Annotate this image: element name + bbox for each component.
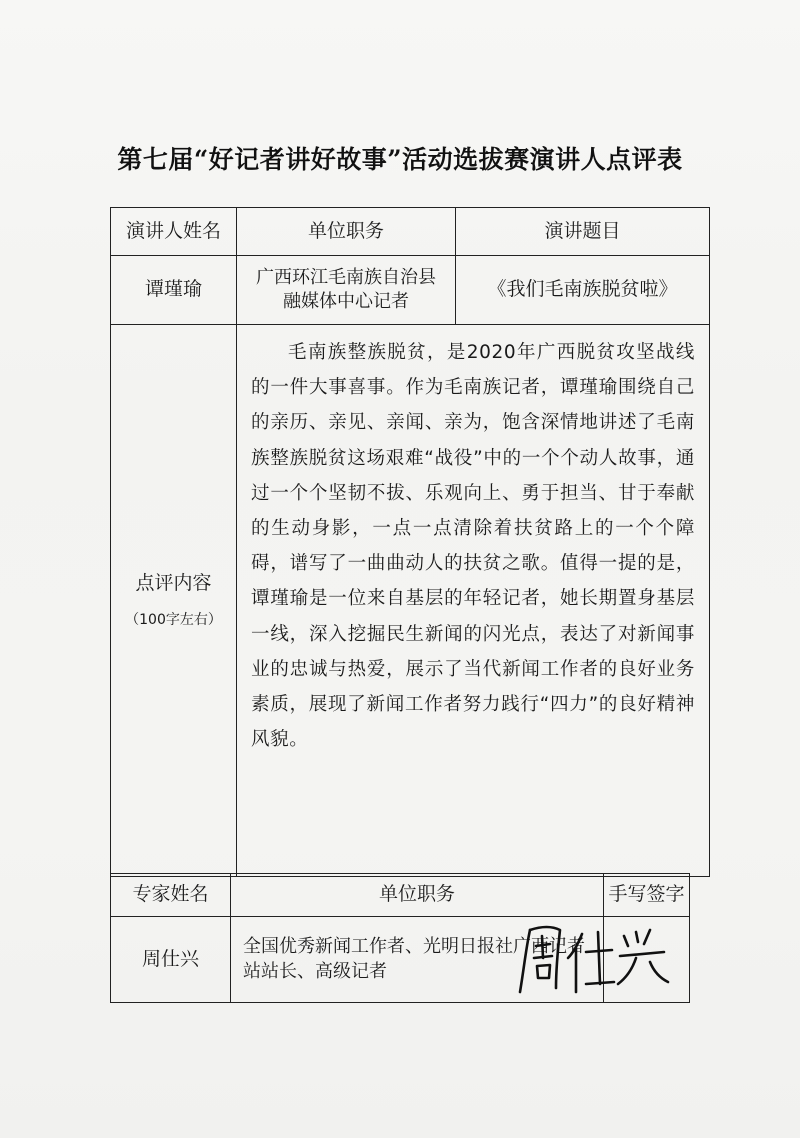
review-word-limit-note: （100字左右） <box>125 611 222 628</box>
expert-unit: 全国优秀新闻工作者、光明日报社广西记者站站长、高级记者 <box>231 917 604 1002</box>
header-expert-unit: 单位职务 <box>231 874 604 916</box>
header-expert-name: 专家姓名 <box>111 874 231 916</box>
header-speaker-unit: 单位职务 <box>237 208 456 255</box>
speech-topic: 《我们毛南族脱贫啦》 <box>487 278 678 301</box>
speaker-name: 谭瑾瑜 <box>111 256 237 324</box>
handwritten-signature <box>512 918 672 998</box>
review-text: 毛南族整族脱贫，是2020年广西脱贫攻坚战线的一件大事喜事。作为毛南族记者，谭瑾瑜围绕自己的亲历、亲见、亲闻、亲为，饱含深情地讲述了毛南族整族脱贫这场艰难“战役”中的一个个动人故事，通过一个个坚韧不拔、乐观向上、勇于担当、甘于奉献的生动身影，一点一点清除着扶贫路上的一个个障碍，谱写了一曲曲动人的扶贫之歌。值得一提的是，谭瑾瑜是一位来自基层的年轻记者，她长期置身基层一线，深入挖掘民生新闻的闪光点，表达了对新闻事业的忠诚与热爱，展示了当代新闻工作者的良好业务素质，展现了新闻工作者努力践行“四力”的良好精神风貌。 <box>251 342 695 751</box>
header-speaker-name: 演讲人姓名 <box>111 208 237 255</box>
speaker-review-table <box>110 207 710 877</box>
review-row <box>111 325 709 876</box>
expert-header-row <box>111 874 689 917</box>
header-speech-topic: 演讲题目 <box>544 219 621 242</box>
review-content-cell <box>237 325 709 876</box>
speaker-info-row <box>111 256 709 325</box>
speaker-header-row <box>111 208 709 256</box>
review-label: 点评内容 <box>135 572 212 595</box>
page-title: 第七届“好记者讲好故事”活动选拔赛演讲人点评表 <box>117 145 683 174</box>
speaker-unit: 广西环江毛南族自治县融媒体中心记者 <box>237 256 456 324</box>
review-label-cell <box>111 325 237 876</box>
header-signature: 手写签字 <box>608 883 685 906</box>
expert-name: 周仕兴 <box>111 917 231 1002</box>
